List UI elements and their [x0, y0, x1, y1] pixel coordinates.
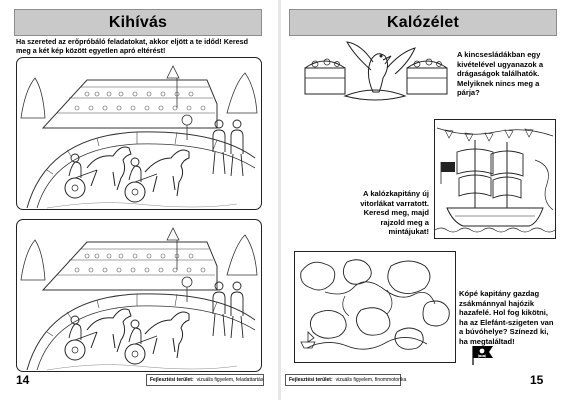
left-page — [0, 0, 276, 400]
page-number-right: 15 — [530, 373, 544, 387]
question-sails: A kalózkapitány új vitorlákat varratott. Keresd meg, majd rajzold meg a mintájukat! — [360, 189, 429, 237]
treasure-drawing — [295, 34, 455, 114]
race-drawing-bottom — [17, 220, 261, 371]
page-title: Kalózélet — [386, 13, 460, 31]
footer-left — [146, 374, 264, 386]
right-page — [283, 0, 561, 400]
page-number-left: 14 — [16, 373, 30, 387]
instruction-text: Ha szereted az erőpróbáló feladatokat, akkor eljött a te időd! Keresd meg a két kép között egyetlen apró eltérést! — [16, 37, 249, 55]
pirate-ship-illustration[interactable] — [434, 119, 556, 239]
question-treasure: A kincsesládákban egy kivételével ugyanazok a drágaságok találhatók. Melyiknek nincs meg a párja? — [457, 50, 544, 98]
footer-left-label: Fejlesztési terület: — [150, 377, 194, 383]
title-banner-kalozelet — [289, 9, 557, 36]
race-drawing-top — [17, 58, 261, 209]
footer-right-label: Fejlesztési terület: — [289, 377, 333, 383]
footer-right-value: vizuális figyelem, finommotorika — [335, 377, 407, 383]
race-illustration-bottom[interactable] — [16, 219, 262, 372]
ship-drawing — [435, 120, 555, 238]
pirate-flag-icon — [471, 344, 495, 366]
question-map: Kópé kapitány gazdag zsákmánnyal hajózik hazafelé. Hol fog kikötni, ha az Elefánt-szigeten van a búvóhelye? Színezd ki, ha megtaláltad! — [459, 289, 554, 346]
map-drawing — [295, 252, 455, 362]
title-banner-kihivas — [14, 9, 262, 36]
race-illustration-top[interactable] — [16, 57, 262, 210]
footer-left-value: vizuális figyelem, feladattartás — [196, 377, 264, 383]
book-gutter — [278, 0, 281, 400]
page-title: Kihívás — [108, 13, 168, 31]
footer-right — [285, 374, 407, 386]
treasure-chests-illustration[interactable] — [295, 34, 455, 114]
treasure-map-illustration[interactable] — [294, 251, 456, 363]
